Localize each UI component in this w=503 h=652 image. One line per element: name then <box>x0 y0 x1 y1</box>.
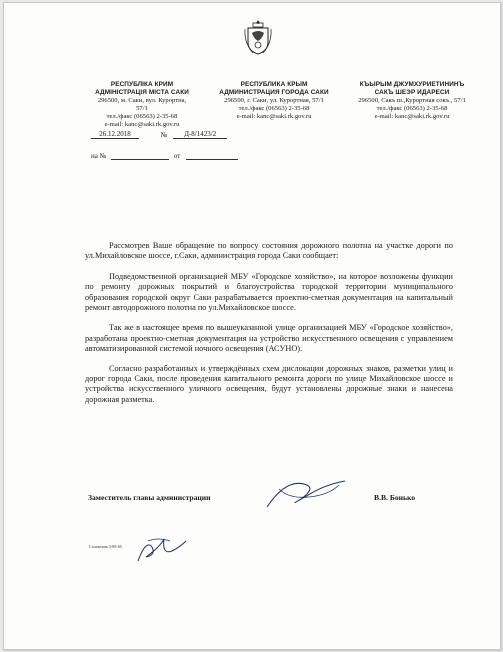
registration-line <box>91 130 227 139</box>
header-address: 296500, г. Саки, ул. Курортная, 57/1 <box>224 97 324 104</box>
handwritten-signature <box>259 475 349 515</box>
from-label: от <box>173 152 181 160</box>
header-russian <box>214 81 334 121</box>
signatory-title: Заместитель главы администрации <box>88 493 211 502</box>
letter-sheet <box>3 2 501 650</box>
header-line1: КЪЫРЫМ ДЖУМХУРИЕТИНИНЪ <box>359 81 465 88</box>
signatory-name: В.В. Бонько <box>374 493 416 502</box>
header-line2: САКЪ ШЕЭР ИДАРЕСИ <box>374 89 450 96</box>
executor-note: Соловская 3-09-65 <box>89 544 122 549</box>
paragraph: Подведомственной организацией МБУ «Городское хозяйство», на которое возложены функции по ремонту дорожных покрытий и благоустройства городской территории муниципального образования городской округ Саки разрабатывается проектно-сметная документация на капитальный ремонт автодорожного полотна по ул.Михайловское шоссе. <box>85 271 453 313</box>
header-line1: РЕСПУБЛІКА КРИМ <box>110 81 174 88</box>
registration-number: Д-8/1423/2 <box>173 130 227 139</box>
reference-label: на № <box>91 152 107 160</box>
reference-date-blank <box>186 151 238 160</box>
paragraph: Так же в настоящее время по вышеуказанной улице организацией МБУ «Городское хозяйство», разработана проектно-сметная документация на устройство искусственного освещения с управлением автоматизированной системой ночного освещения (АСУНО). <box>85 323 453 354</box>
paragraph: Рассмотрев Ваше обращение по вопросу состояния дорожного полотна на участке дороги по ул.Михайловское шоссе, г.Саки, администрация города Саки сообщает: <box>85 241 453 261</box>
number-sign: № <box>160 131 168 139</box>
header-phone: тел./факс (06563) 2-35-68 <box>238 105 310 112</box>
header-ukrainian <box>92 81 192 129</box>
reference-number-blank <box>111 151 169 160</box>
header-phone: тел./факс (06563) 2-35-68 <box>106 113 178 120</box>
header-email: e-mail: kanc@saki.rk.gov.ru <box>236 113 312 120</box>
header-line2: АДМИНИСТРАЦИЯ ГОРОДА САКИ <box>219 89 329 96</box>
registration-date: 26.12.2018 <box>91 130 139 139</box>
header-email: e-mail: kanc@saki.rk.gov.ru <box>104 121 180 128</box>
header-phone: тел./факс (06563) 2-35-68 <box>376 105 448 112</box>
coat-of-arms-emblem <box>243 17 273 57</box>
executor-initials-signature <box>134 533 194 567</box>
header-address: 296500, Сакъ ш.,Курортная сокъ., 57/1 <box>358 97 466 104</box>
header-line1: РЕСПУБЛИКА КРЫМ <box>240 81 308 88</box>
header-address: 296500, м. Саки, вул. Курортна, 57/1 <box>97 97 187 112</box>
paragraph: Согласно разработанных и утверждённых схем дислокации дорожных знаков, разметки улиц и дорог города Саки, после проведения капитального ремонта дороги по улице Михайловское шоссе и устройства искусственного уличного освещения, будут установлены дорожные знаки и нанесена дорожная разметка. <box>85 363 453 404</box>
reference-line <box>91 151 238 160</box>
header-line2: АДМІНІСТРАЦІЯ МІСТА САКИ <box>95 89 189 96</box>
letter-body <box>85 241 453 405</box>
header-crimean-tatar <box>337 81 487 121</box>
header-email: e-mail: kanc@saki.rk.gov.ru <box>374 113 450 120</box>
